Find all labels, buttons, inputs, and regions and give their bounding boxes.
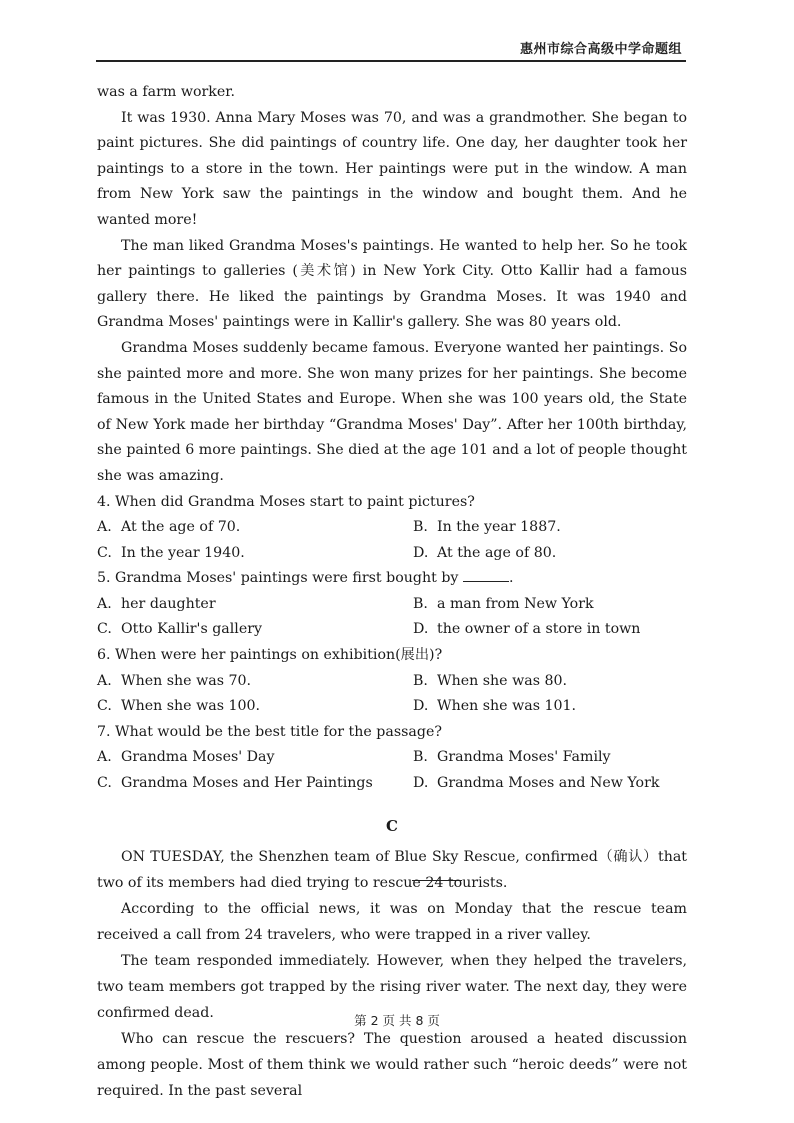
option-a: [97, 745, 413, 771]
option-letter: C.: [97, 621, 112, 638]
option-d: [413, 694, 687, 720]
option-letter: D.: [413, 775, 429, 792]
option-text: In the year 1940.: [121, 544, 245, 561]
options: [97, 745, 687, 796]
option-letter: A.: [97, 672, 112, 689]
question-stem-row: 5. Grandma Moses' paintings were first bought by .: [97, 570, 514, 587]
option-a: [97, 669, 413, 695]
question-5: [97, 566, 687, 643]
option-text: Grandma Moses and Her Paintings: [121, 775, 373, 792]
option-text: At the age of 80.: [437, 544, 557, 561]
stray-underline: [412, 880, 462, 881]
option-c: [97, 771, 413, 797]
passage-c: [97, 814, 687, 1104]
option-d: [413, 541, 687, 567]
header-divider: [96, 60, 686, 62]
option-d: [413, 617, 687, 643]
paragraph: ON TUESDAY, the Shenzhen team of Blue Sky Rescue, confirmed（确认）that two of its members had died trying to rescue 24 tourists.: [97, 848, 687, 891]
question-7: [97, 720, 687, 797]
option-text: Grandma Moses' Family: [437, 749, 611, 766]
paragraph: According to the official news, it was on Monday that the rescue team received a call from 24 travelers, who were trapped in a river valley.: [97, 900, 687, 943]
option-d: [413, 771, 687, 797]
option-letter: B.: [413, 519, 428, 536]
option-a: [97, 592, 413, 618]
option-text: a man from New York: [437, 595, 594, 612]
option-text: When she was 80.: [437, 672, 568, 689]
option-letter: B.: [413, 595, 428, 612]
document-body: [97, 80, 687, 1104]
option-b: [413, 669, 687, 695]
option-c: [97, 617, 413, 643]
option-text: her daughter: [121, 595, 216, 612]
option-text: In the year 1887.: [437, 519, 561, 536]
option-letter: C.: [97, 698, 112, 715]
answer-blank: [463, 569, 509, 582]
section-title: C: [386, 816, 398, 835]
question-4: [97, 490, 687, 567]
option-b: [413, 592, 687, 618]
option-text: At the age of 70.: [121, 519, 241, 536]
question-stem: 5. Grandma Moses' paintings were first bought by: [97, 570, 459, 587]
option-letter: A.: [97, 595, 112, 612]
paragraph: The man liked Grandma Moses's paintings. He wanted to help her. So he took her paintings to galleries (美术馆) in New York City. Otto Kallir had a famous gallery there. He liked the paintings by Grandma Moses. It was 1940 and Grandma Moses' paintings were in Kallir's gallery. She was 80 years old.: [97, 237, 687, 331]
paragraph: The team responded immediately. However, when they helped the travelers, two team members got trapped by the rising river water. The next day, they were confirmed dead.: [97, 952, 687, 1021]
option-letter: D.: [413, 544, 429, 561]
option-c: [97, 694, 413, 720]
option-letter: B.: [413, 672, 428, 689]
option-a: [97, 515, 413, 541]
option-letter: D.: [413, 698, 429, 715]
option-text: Otto Kallir's gallery: [121, 621, 263, 638]
option-text: Grandma Moses' Day: [121, 749, 275, 766]
option-text: When she was 101.: [437, 698, 577, 715]
passage-b: [97, 80, 687, 797]
option-letter: A.: [97, 519, 112, 536]
paragraph: Who can rescue the rescuers? The question aroused a heated discussion among people. Most of them think we would rather such “heroic deeds” were not required. In the past several: [97, 1030, 687, 1099]
paragraph: Grandma Moses suddenly became famous. Everyone wanted her paintings. So she painted more and more. She won many prizes for her paintings. She become famous in the United States and Europe. When she was 100 years old, the State of New York made her birthday “Grandma Moses' Day”. After her 100th birthday, she painted 6 more paintings. She died at the age 101 and a lot of people thought she was amazing.: [97, 339, 687, 484]
option-text: When she was 70.: [121, 672, 252, 689]
option-text: When she was 100.: [121, 698, 261, 715]
option-letter: A.: [97, 749, 112, 766]
options: [97, 592, 687, 643]
option-text: the owner of a store in town: [437, 621, 641, 638]
question-stem: 7. What would be the best title for the passage?: [97, 723, 442, 740]
paragraph: It was 1930. Anna Mary Moses was 70, and was a grandmother. She began to paint pictures. She did paintings of country life. One day, her daughter took her paintings to a store in the town. Her paintings were put in the window. A man from New York saw the paintings in the window and bought them. And he wanted more!: [97, 109, 687, 228]
option-text: Grandma Moses and New York: [437, 775, 660, 792]
option-letter: C.: [97, 544, 112, 561]
page-number: 第 2 页 共 8 页: [354, 1013, 440, 1028]
option-b: [413, 515, 687, 541]
option-b: [413, 745, 687, 771]
option-letter: B.: [413, 749, 428, 766]
paragraph: was a farm worker.: [97, 84, 236, 100]
question-stem: 4. When did Grandma Moses start to paint pictures?: [97, 493, 475, 510]
option-letter: D.: [413, 621, 429, 638]
option-letter: C.: [97, 775, 112, 792]
option-c: [97, 541, 413, 567]
options: [97, 515, 687, 566]
question-stem: 6. When were her paintings on exhibition(展出)?: [97, 647, 443, 664]
header-title: 惠州市综合高级中学命题组: [519, 42, 682, 57]
options: [97, 669, 687, 720]
question-6: [97, 643, 687, 720]
